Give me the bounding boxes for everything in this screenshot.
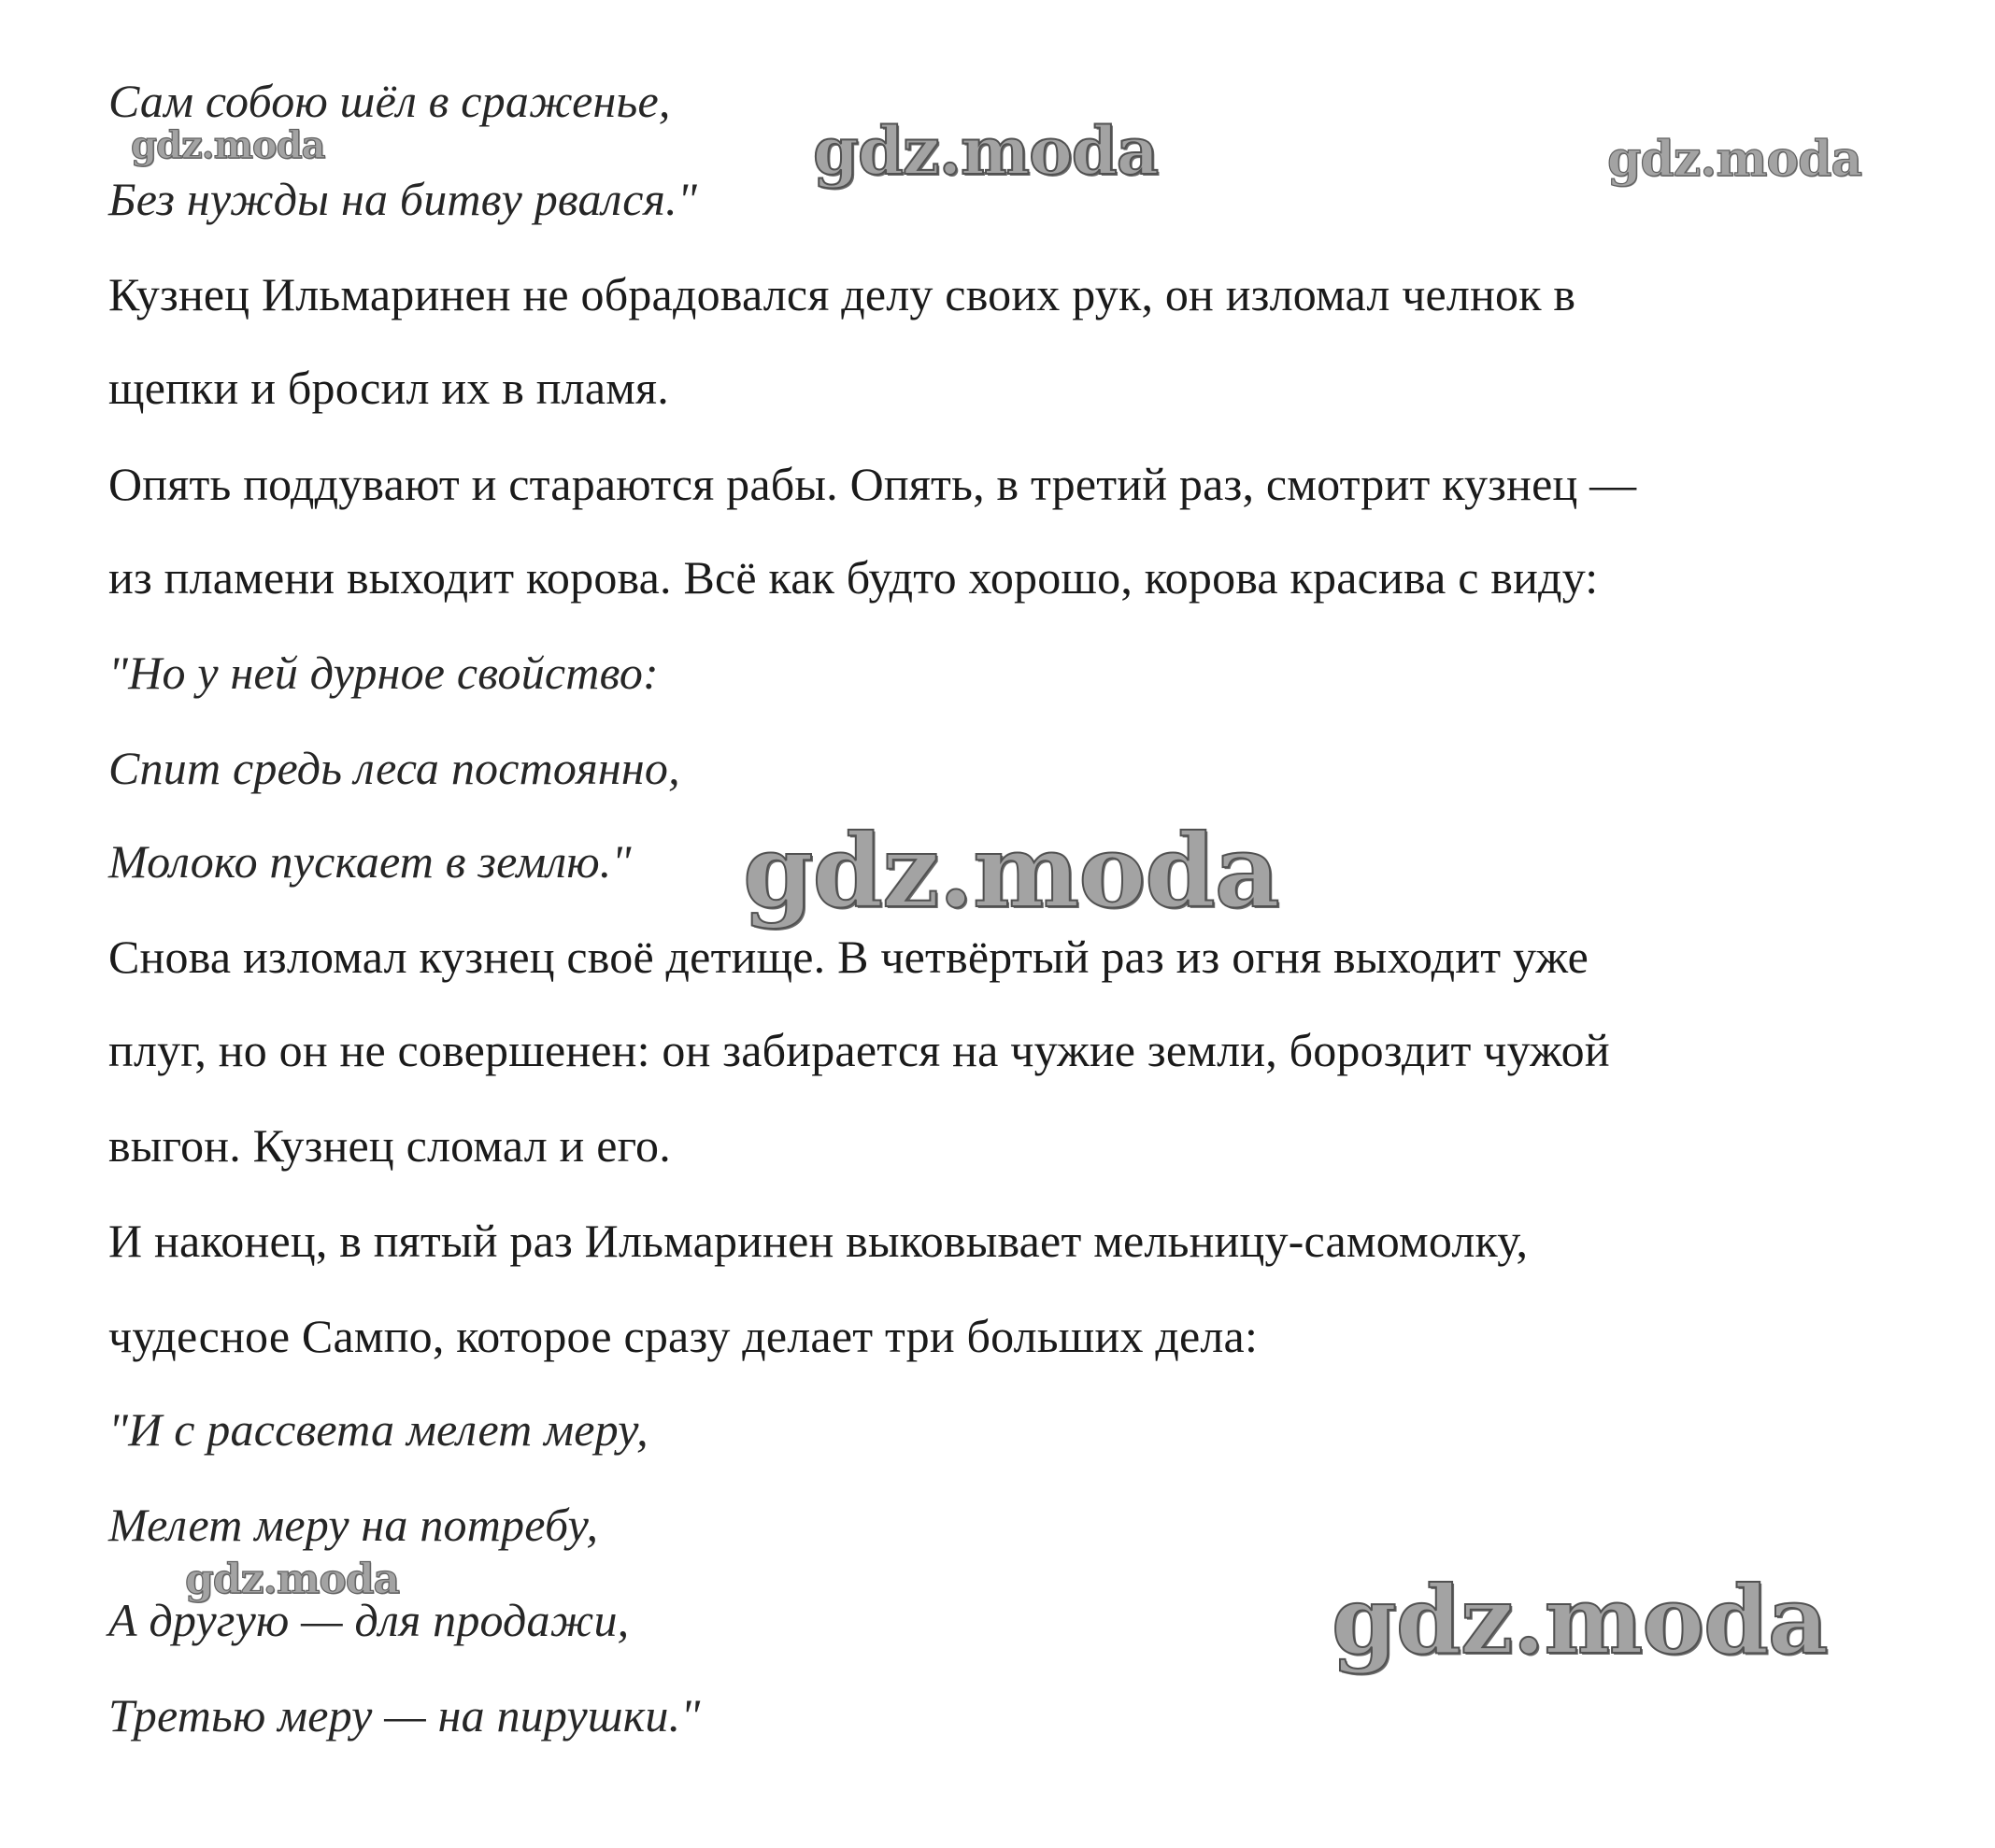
text-line: плуг, но он не совершенен: он забирается на чужие земли, бороздит чужой [108,1024,1610,1076]
verse-line: А другую — для продажи, [108,1594,630,1646]
watermark: gdz.moda [813,112,1159,190]
verse-line: Молоко пускает в землю." [108,835,632,888]
verse-line: Без нужды на битву рвался." [108,173,698,225]
watermark: gdz.moda [131,123,325,167]
text-line: Опять поддувают и стараются рабы. Опять, в третий раз, смотрит кузнец — [108,458,1637,510]
watermark: gdz.moda [743,813,1279,931]
verse-line: Третью меру — на пирушки." [108,1689,701,1741]
text-line: Снова изломал кузнец своё детище. В четвёртый раз из огня выходит уже [108,931,1589,983]
verse-line: "И с рассвета мелет меру, [108,1403,648,1456]
text-line: из пламени выходит корова. Всё как будто хорошо, корова красива с виду: [108,551,1599,604]
watermark: gdz.moda [1332,1565,1828,1675]
text-line: Кузнец Ильмаринен не обрадовался делу своих рук, он изломал челнок в [108,268,1576,320]
verse-line: Мелет меру на потребу, [108,1499,599,1551]
verse-line: Спит средь леса постоянно, [108,742,680,794]
verse-line: "Но у ней дурное свойство: [108,647,659,699]
text-line: И наконец, в пятый раз Ильмаринен выковывает мельницу-самомолку, [108,1215,1529,1267]
verse-line: Сам собою шёл в сраженье, [108,75,671,127]
text-line: выгон. Кузнец сломал и его. [108,1119,671,1172]
text-line: щепки и бросил их в пламя. [108,362,669,414]
watermark: gdz.moda [185,1556,400,1603]
text-line: чудесное Сампо, которое сразу делает три больших дела: [108,1310,1259,1362]
watermark: gdz.moda [1607,131,1862,188]
